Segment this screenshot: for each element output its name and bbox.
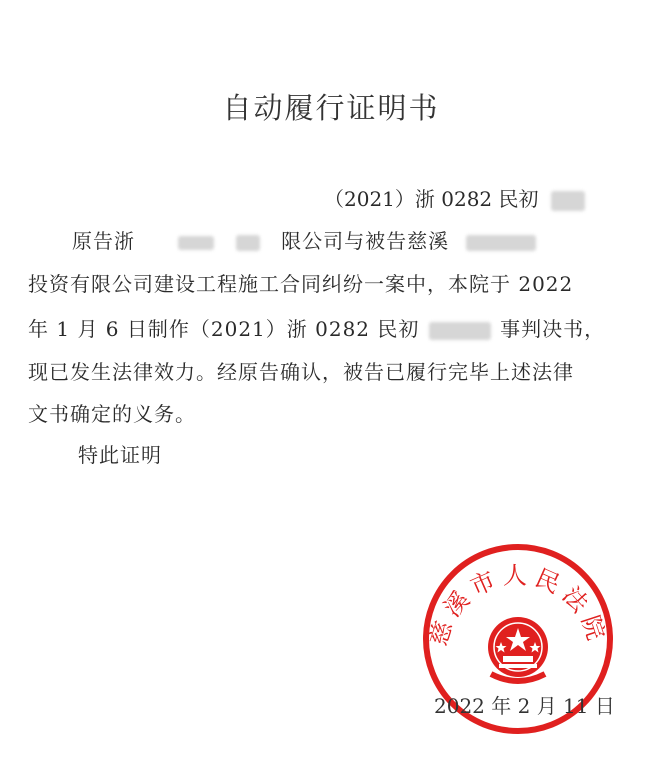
- redacted-block: [466, 235, 536, 251]
- redacted-block: [236, 235, 260, 251]
- issue-date: 2022 年 2 月 11 日: [434, 694, 615, 718]
- body-line-1: [72, 225, 536, 254]
- judgment-type-text: 事判决书，: [500, 317, 606, 341]
- body-line-2: 投资有限公司建设工程施工合同纠纷一案中，本院于 2022: [28, 272, 574, 296]
- redacted-block: [429, 322, 491, 340]
- redacted-block: [178, 236, 214, 250]
- closing-text: 特此证明: [78, 443, 162, 467]
- judgment-date-text: 年 1 月 6 日制作（2021）浙 0282 民初: [28, 317, 420, 341]
- body-line-5: 文书确定的义务。: [28, 402, 196, 426]
- plaintiff-prefix: 原告浙: [72, 229, 135, 253]
- case-number-text: （2021）浙 0282 民初: [324, 187, 539, 211]
- document-title: 自动履行证明书: [222, 91, 440, 125]
- body-line-4: 现已发生法律效力。经原告确认，被告已履行完毕上述法律: [28, 360, 574, 384]
- parties-text: 限公司与被告慈溪: [281, 229, 450, 253]
- redacted-block: [551, 191, 585, 211]
- case-number: [324, 183, 585, 212]
- body-line-3: [28, 313, 605, 342]
- seal-text: 慈溪市人民法院: [424, 561, 612, 650]
- national-emblem-icon: [488, 617, 548, 681]
